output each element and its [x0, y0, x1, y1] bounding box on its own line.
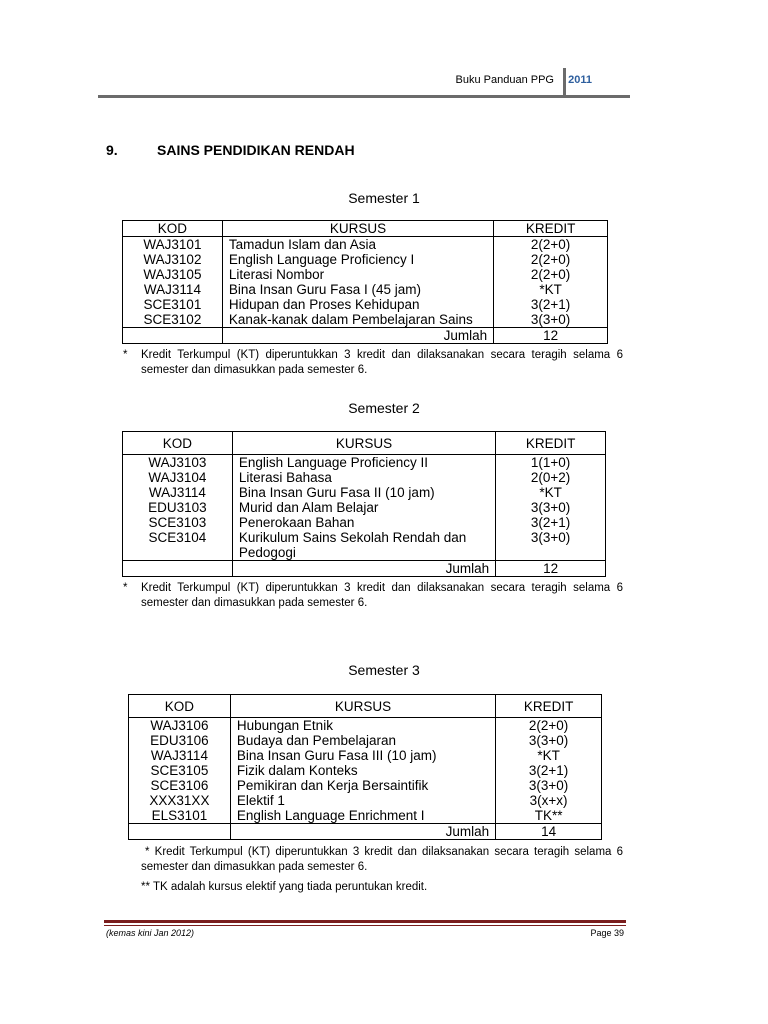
total-value: 12 [494, 328, 608, 344]
course-name: Hubungan Etnik [230, 718, 495, 734]
footer-updated: (kemas kini Jan 2012) [106, 928, 195, 938]
course-credit: 2(2+0) [494, 267, 608, 282]
semester-2-note [123, 581, 623, 611]
course-code: WAJ3102 [123, 252, 223, 267]
course-credit: 3(3+0) [494, 312, 608, 328]
course-name: English Language Proficiency I [222, 252, 493, 267]
course-code: EDU3106 [129, 733, 231, 748]
section-title: SAINS PENDIDIKAN RENDAH [157, 142, 355, 158]
empty-cell [123, 328, 223, 344]
note-asterisk: * [123, 582, 128, 594]
course-name: Pemikiran dan Kerja Bersaintifik [230, 778, 495, 793]
course-credit: 2(0+2) [496, 470, 606, 485]
header-kursus: KURSUS [222, 221, 493, 237]
table-header-row [123, 221, 608, 237]
course-name: Bina Insan Guru Fasa II (10 jam) [232, 485, 495, 500]
course-credit: 2(2+0) [496, 718, 602, 734]
header-kod: KOD [123, 221, 223, 237]
course-code: WAJ3114 [123, 282, 223, 297]
course-name: Tamadun Islam dan Asia [222, 237, 493, 253]
course-credit: 2(2+0) [494, 237, 608, 253]
course-credit: 3(2+1) [494, 297, 608, 312]
course-credit: 2(2+0) [494, 252, 608, 267]
course-code: WAJ3114 [129, 748, 231, 763]
course-name: Fizik dalam Konteks [230, 763, 495, 778]
header-kod: KOD [123, 432, 233, 455]
semester-2-table [122, 431, 606, 577]
table-row [129, 733, 602, 748]
semester-3-title: Semester 3 [348, 662, 420, 678]
table-row [123, 252, 608, 267]
course-code: EDU3103 [123, 500, 233, 515]
table-row [123, 297, 608, 312]
course-name: Elektif 1 [230, 793, 495, 808]
course-credit: *KT [496, 485, 606, 500]
course-code: WAJ3106 [129, 718, 231, 734]
page-number: Page 39 [590, 928, 624, 938]
total-row [129, 824, 602, 840]
course-credit: 3(2+1) [496, 763, 602, 778]
section-number: 9. [106, 142, 118, 158]
table-row [123, 515, 606, 530]
course-name: Bina Insan Guru Fasa III (10 jam) [230, 748, 495, 763]
header-kredit: KREDIT [496, 695, 602, 718]
header-divider [563, 68, 566, 98]
course-code: SCE3105 [129, 763, 231, 778]
table-row [123, 500, 606, 515]
table-row [123, 267, 608, 282]
note-text: Kredit Terkumpul (KT) diperuntukkan 3 kredit dan dilaksanakan secara teragih selama 6 semester dan dimasukkan pada semester 6. [141, 349, 623, 376]
course-credit: 3(3+0) [496, 733, 602, 748]
course-credit: 3(3+0) [496, 778, 602, 793]
course-code: XXX31XX [129, 793, 231, 808]
course-name: Kurikulum Sains Sekolah Rendah dan Pedogogi [232, 530, 495, 561]
total-label: Jumlah [222, 328, 493, 344]
table-row [123, 470, 606, 485]
semester-2-title: Semester 2 [348, 400, 420, 416]
semester-3-note-extra: ** TK adalah kursus elektif yang tiada peruntukan kredit. [141, 881, 428, 893]
total-row [123, 328, 608, 344]
table-row [129, 718, 602, 734]
course-code: SCE3104 [123, 530, 233, 561]
course-name: Literasi Nombor [222, 267, 493, 282]
course-name: Bina Insan Guru Fasa I (45 jam) [222, 282, 493, 297]
course-name: Budaya dan Pembelajaran [230, 733, 495, 748]
total-row [123, 561, 606, 577]
table-row [129, 793, 602, 808]
semester-1-note [123, 348, 623, 378]
note-asterisk: * [123, 349, 128, 361]
course-credit: 3(3+0) [496, 500, 606, 515]
header-title: Buku Panduan PPG [455, 74, 554, 86]
table-row [129, 748, 602, 763]
table-row [123, 455, 606, 471]
course-name: English Language Enrichment I [230, 808, 495, 824]
course-code: WAJ3114 [123, 485, 233, 500]
course-code: ELS3101 [129, 808, 231, 824]
table-row [123, 312, 608, 328]
course-name: Literasi Bahasa [232, 470, 495, 485]
semester-3-note: * Kredit Terkumpul (KT) diperuntukkan 3 kredit dan dilaksanakan secara teragih selama 6 semester dan dimasukkan pada semester 6. [141, 846, 623, 873]
header-rule [98, 95, 630, 98]
course-code: WAJ3103 [123, 455, 233, 471]
footer-rule-thin [104, 925, 626, 926]
table-row [129, 763, 602, 778]
table-row [123, 282, 608, 297]
table-row [129, 808, 602, 824]
course-name: English Language Proficiency II [232, 455, 495, 471]
course-code: WAJ3104 [123, 470, 233, 485]
semester-3-table [128, 694, 602, 840]
course-credit: 1(1+0) [496, 455, 606, 471]
course-credit: TK** [496, 808, 602, 824]
semester-1-title: Semester 1 [348, 190, 420, 206]
total-value: 14 [496, 824, 602, 840]
course-credit: 3(x+x) [496, 793, 602, 808]
course-credit: 3(3+0) [496, 530, 606, 561]
note-text: Kredit Terkumpul (KT) diperuntukkan 3 kredit dan dilaksanakan secara teragih selama 6 semester dan dimasukkan pada semester 6. [141, 582, 623, 609]
table-row [123, 530, 606, 561]
empty-cell [129, 824, 231, 840]
course-name: Murid dan Alam Belajar [232, 500, 495, 515]
course-name: Penerokaan Bahan [232, 515, 495, 530]
table-header-row [123, 432, 606, 455]
total-label: Jumlah [230, 824, 495, 840]
course-name: Hidupan dan Proses Kehidupan [222, 297, 493, 312]
table-row [123, 237, 608, 253]
header-kredit: KREDIT [496, 432, 606, 455]
total-label: Jumlah [232, 561, 495, 577]
course-name: Kanak-kanak dalam Pembelajaran Sains [222, 312, 493, 328]
header-kursus: KURSUS [230, 695, 495, 718]
course-credit: 3(2+1) [496, 515, 606, 530]
footer-rule [104, 920, 626, 923]
header-kursus: KURSUS [232, 432, 495, 455]
semester-1-table [122, 220, 608, 344]
header-kod: KOD [129, 695, 231, 718]
total-value: 12 [496, 561, 606, 577]
header-year: 2011 [568, 74, 592, 86]
course-code: WAJ3101 [123, 237, 223, 253]
course-code: WAJ3105 [123, 267, 223, 282]
header-kredit: KREDIT [494, 221, 608, 237]
course-code: SCE3106 [129, 778, 231, 793]
page-header [98, 62, 630, 98]
course-credit: *KT [496, 748, 602, 763]
table-row [129, 778, 602, 793]
course-code: SCE3103 [123, 515, 233, 530]
table-header-row [129, 695, 602, 718]
course-credit: *KT [494, 282, 608, 297]
course-code: SCE3101 [123, 297, 223, 312]
table-row [123, 485, 606, 500]
course-code: SCE3102 [123, 312, 223, 328]
empty-cell [123, 561, 233, 577]
